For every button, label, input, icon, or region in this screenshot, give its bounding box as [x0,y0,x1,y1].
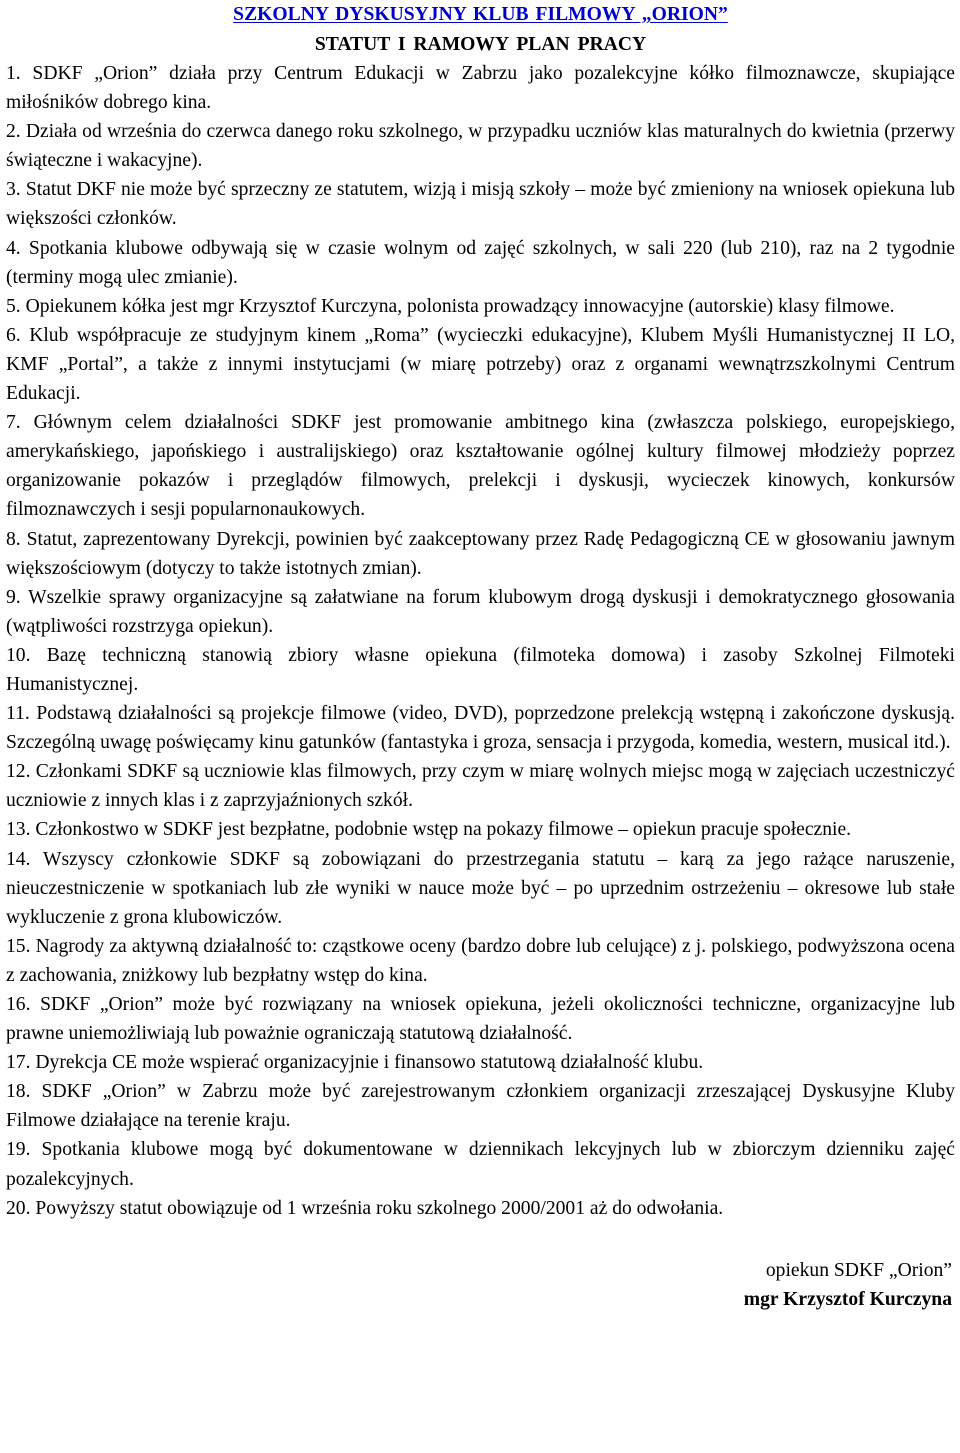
statute-item-12: 12. Członkami SDKF są uczniowie klas filmowych, przy czym w miarę wolnych miejsc mogą w zajęciach uczestniczyć uczniowie z innych klas i z zaprzyjaźnionych szkół. [6,761,955,812]
statute-item-4: 4. Spotkania klubowe odbywają się w czasie wolnym od zajęć szkolnych, w sali 220 (lub 210), raz na 2 tygodnie (terminy mogą ulec zmianie). [6,237,955,288]
statute-item-11: 11. Podstawą działalności są projekcje filmowe (video, DVD), poprzedzone prelekcją wstępną i zakończone dyskusją. Szczególną uwagę poświęcamy kinu gatunków (fantastyka i groza, sensacja i przygoda, komedia, western, musical itd.). [6,703,955,754]
signature-role: opiekun SDKF „Orion” [765,1259,952,1281]
statute-item-9: 9. Wszelkie sprawy organizacyjne są załatwiane na forum klubowym drogą dyskusji i demokratycznego głosowania (wątpliwości rozstrzyga opiekun). [6,586,955,637]
statute-item-3: 3. Statut DKF nie może być sprzeczny ze statutem, wizją i misją szkoły – może być zmieniony na wniosek opiekuna lub większości członków. [6,179,955,230]
statute-item-13: 13. Członkostwo w SDKF jest bezpłatne, podobnie wstęp na pokazy filmowe – opiekun pracuje społecznie. [6,819,852,841]
statute-item-6: 6. Klub współpracuje ze studyjnym kinem „Roma” (wycieczki edukacyjne), Klubem Myśli Humanistycznej II LO, KMF „Portal”, a także z innymi instytucjami (w miarę potrzeby) oraz z organami wewnątrzszkolnymi Centrum Edukacji. [6,324,955,405]
statute-list [6,59,955,1223]
statute-item-5: 5. Opiekunem kółka jest mgr Krzysztof Kurczyna, polonista prowadzący innowacyjne (autorskie) klasy filmowe. [6,295,895,317]
statute-item-15: 15. Nagrody za aktywną działalność to: cząstkowe oceny (bardzo dobre lub celujące) z j. polskiego, podwyższona ocena z zachowania, zniżkowy lub bezpłatny wstęp do kina. [6,935,955,986]
statute-item-19: 19. Spotkania klubowe mogą być dokumentowane w dziennikach lekcyjnych lub w zbiorczym dzienniku zajęć pozalekcyjnych. [6,1139,955,1190]
statute-item-8: 8. Statut, zaprezentowany Dyrekcji, powinien być zaakceptowany przez Radę Pedagogiczną CE w głosowaniu jawnym większościowym (dotyczy to także istotnych zmian). [6,528,955,579]
statute-item-7: 7. Głównym celem działalności SDKF jest promowanie ambitnego kina (zwłaszcza polskiego, europejskiego, amerykańskiego, japońskiego i australijskiego) oraz kształtowanie ogólnej kultury filmowej młodzieży poprzez organizowanie pokazów i przeglądów filmowych, prelekcji i dyskusji, wycieczek kinowych, konkursów filmoznawczych i sesji popularnonaukowych. [6,412,955,521]
statute-item-16: 16. SDKF „Orion” może być rozwiązany na wniosek opiekuna, jeżeli okoliczności techniczne, organizacyjne lub prawne uniemożliwiają lub poważnie ograniczają statutową działalność. [6,994,955,1045]
statute-item-17: 17. Dyrekcja CE może wspierać organizacyjnie i finansowo statutową działalność klubu. [6,1052,704,1074]
signature-block [6,1256,955,1315]
document-title[interactable]: SZKOLNY DYSKUSYJNY KLUB FILMOWY „ORION” [233,4,728,25]
signature-name: mgr Krzysztof Kurczyna [743,1289,952,1311]
document-subtitle: STATUT I RAMOWY PLAN PRACY [314,33,647,55]
statute-item-10: 10. Bazę techniczną stanowią zbiory własne opiekuna (filmoteka domowa) i zasoby Szkolnej Filmoteki Humanistycznej. [6,644,955,695]
statute-item-14: 14. Wszyscy członkowie SDKF są zobowiązani do przestrzegania statutu – karą za jego rażące naruszenie, nieuczestniczenie w spotkaniach lub złe wyniki w nauce może być – po uprzednim ostrzeżeniu – okresowe lub stałe wykluczenie z grona klubowiczów. [6,848,955,928]
statute-item-20: 20. Powyższy statut obowiązuje od 1 września roku szkolnego 2000/2001 aż do odwołania. [6,1197,724,1219]
statute-item-2: 2. Działa od września do czerwca danego roku szkolnego, w przypadku uczniów klas maturalnych do kwietnia (przerwy świąteczne i wakacyjne). [6,121,955,172]
statute-item-1: 1. SDKF „Orion” działa przy Centrum Edukacji w Zabrzu jako pozalekcyjne kółko filmoznawcze, skupiające miłośników dobrego kina. [6,63,955,114]
statute-item-18: 18. SDKF „Orion” w Zabrzu może być zarejestrowanym członkiem organizacji zrzeszającej Dyskusyjne Kluby Filmowe działające na terenie kraju. [6,1081,955,1132]
